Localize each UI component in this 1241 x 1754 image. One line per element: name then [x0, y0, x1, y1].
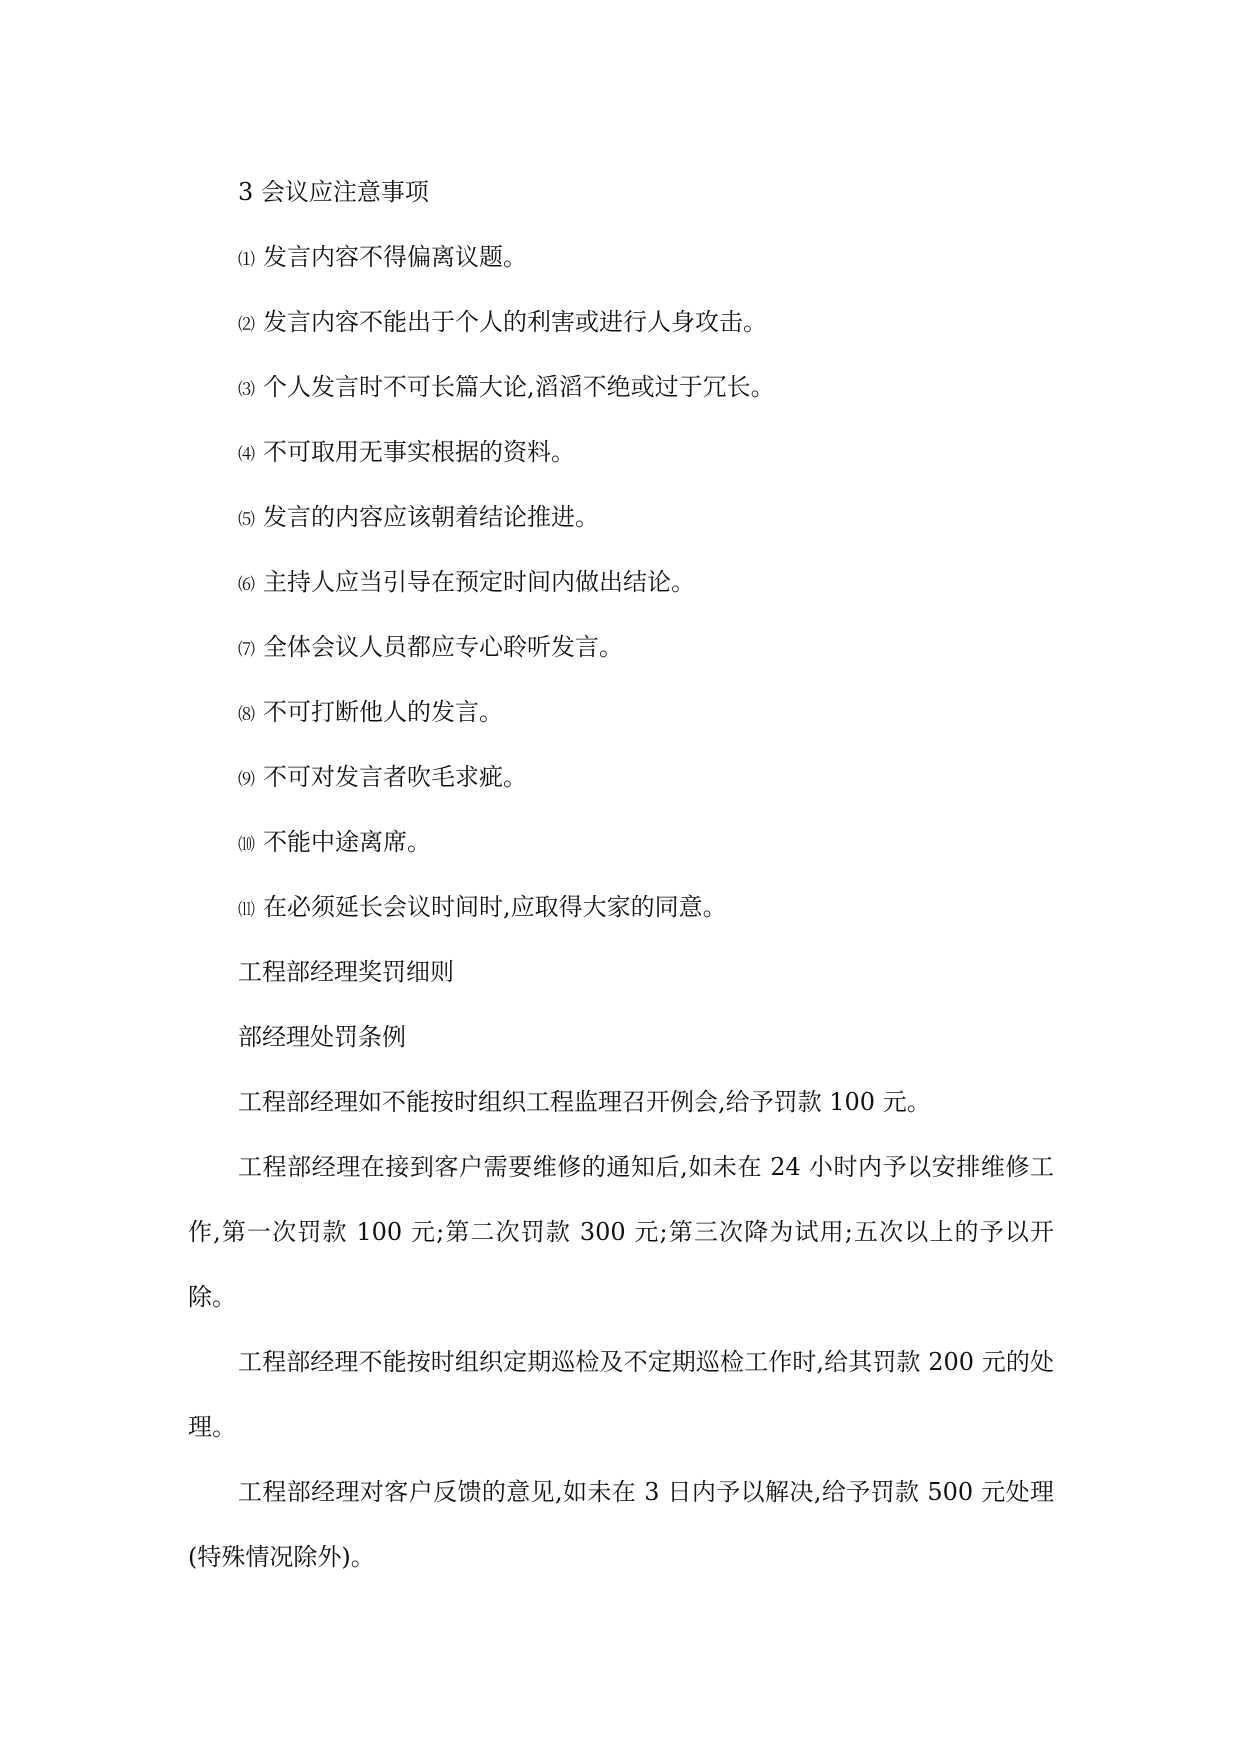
- rule-number: ⑴: [238, 250, 255, 270]
- rule-item: [188, 225, 1054, 290]
- rule-text: 不可对发言者吹毛求疵。: [263, 763, 527, 791]
- paragraph: 工程部经理对客户反馈的意见,如未在 3 日内予以解决,给予罚款 500 元处理(特殊情况除外)。: [188, 1478, 1054, 1571]
- rule-number: ⑾: [238, 900, 255, 920]
- section-heading: 3 会议应注意事项: [238, 178, 429, 206]
- rule-item: [188, 680, 1054, 745]
- rule-number: ⑽: [238, 835, 255, 855]
- rule-text: 不可取用无事实根据的资料。: [263, 438, 575, 466]
- rule-text: 不能中途离席。: [263, 828, 431, 856]
- rule-number: ⑺: [238, 640, 255, 660]
- rule-number: ⑻: [238, 705, 255, 725]
- rule-number: ⑹: [238, 575, 255, 595]
- document-body: [188, 160, 1054, 1590]
- rule-item: [188, 420, 1054, 485]
- rule-text: 全体会议人员都应专心聆听发言。: [263, 633, 623, 661]
- rule-item: [188, 485, 1054, 550]
- subsection-title: 工程部经理奖罚细则: [238, 958, 454, 986]
- rule-item: [188, 615, 1054, 680]
- rule-text: 不可打断他人的发言。: [263, 698, 503, 726]
- subsection-title: 部经理处罚条例: [238, 1023, 406, 1051]
- rule-text: 在必须延长会议时间时,应取得大家的同意。: [263, 893, 727, 921]
- rule-item: [188, 810, 1054, 875]
- rule-number: ⑸: [238, 510, 255, 530]
- rule-text: 发言内容不能出于个人的利害或进行人身攻击。: [263, 308, 767, 336]
- paragraph: 工程部经理如不能按时组织工程监理召开例会,给予罚款 100 元。: [238, 1088, 931, 1116]
- rule-item: [188, 745, 1054, 810]
- rule-item: [188, 290, 1054, 355]
- rule-number: ⑵: [238, 315, 255, 335]
- rule-text: 发言的内容应该朝着结论推进。: [263, 503, 599, 531]
- rule-item: [188, 875, 1054, 940]
- rule-item: [188, 355, 1054, 420]
- paragraph: 工程部经理在接到客户需要维修的通知后,如未在 24 小时内予以安排维修工作,第一次罚款 100 元;第二次罚款 300 元;第三次降为试用;五次以上的予以开除。: [188, 1153, 1054, 1311]
- rule-number: ⑶: [238, 380, 255, 400]
- rule-number: ⑼: [238, 770, 255, 790]
- rule-item: [188, 550, 1054, 615]
- rule-text: 主持人应当引导在预定时间内做出结论。: [263, 568, 695, 596]
- rule-number: ⑷: [238, 445, 255, 465]
- rule-text: 发言内容不得偏离议题。: [263, 243, 527, 271]
- paragraph: 工程部经理不能按时组织定期巡检及不定期巡检工作时,给其罚款 200 元的处理。: [188, 1348, 1054, 1441]
- rule-text: 个人发言时不可长篇大论,滔滔不绝或过于冗长。: [263, 373, 775, 401]
